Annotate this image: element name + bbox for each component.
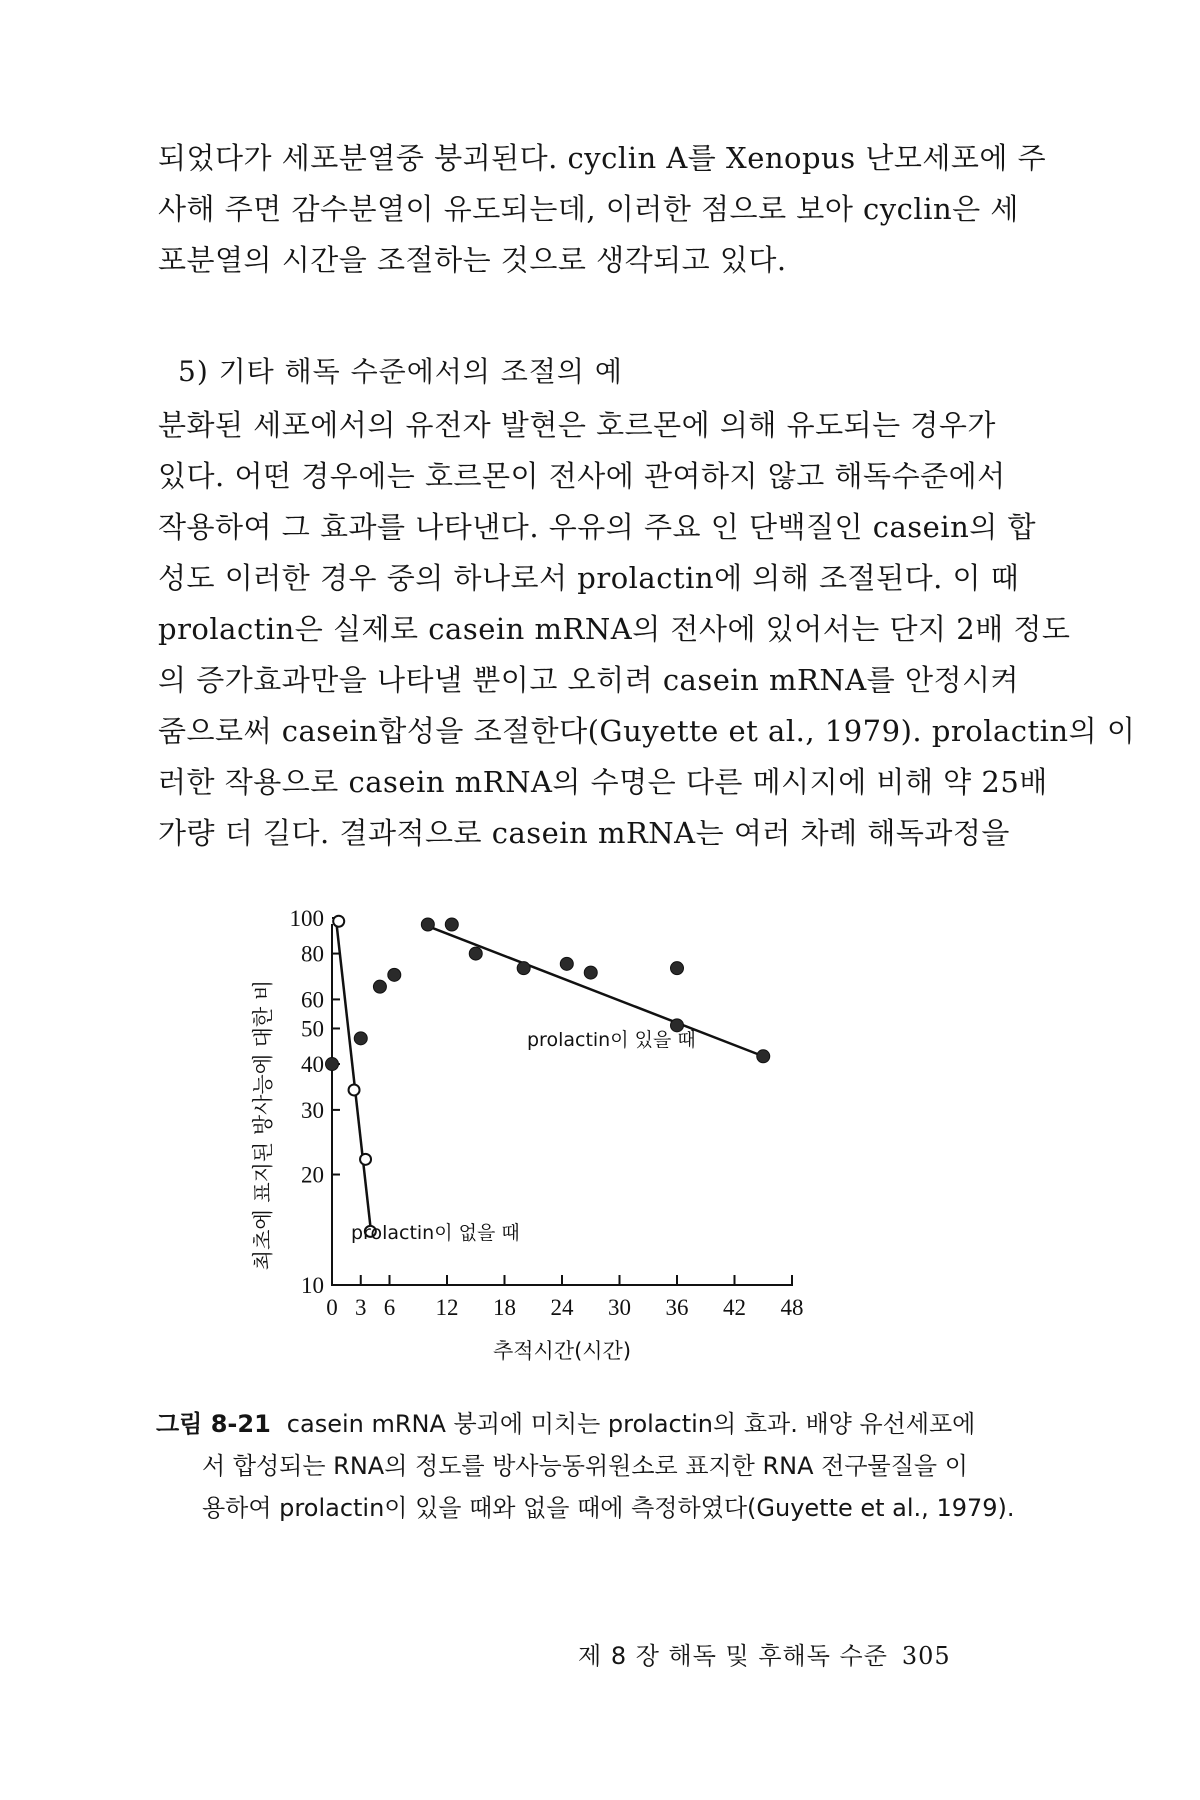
text-line: 분화된 세포에서의 유전자 발현은 호르몬에 의해 유도되는 경우가 (158, 408, 996, 442)
x-tick-label: 48 (780, 1295, 804, 1320)
point-with-prolactin (326, 1058, 339, 1071)
x-tick-label: 18 (493, 1295, 516, 1320)
text-line: 포분열의 시간을 조절하는 것으로 생각되고 있다. (158, 243, 787, 277)
text-line: 작용하여 그 효과를 나타낸다. 우유의 주요 인 단백질인 casein의 합 (158, 510, 1037, 544)
page-footer (578, 1636, 951, 1671)
x-tick-label: 0 (326, 1295, 338, 1320)
point-with-prolactin (445, 918, 458, 931)
point-with-prolactin (469, 947, 482, 960)
page-number: 305 (901, 1642, 951, 1670)
point-without-prolactin (333, 916, 344, 927)
y-tick-label: 10 (301, 1273, 324, 1298)
trendlines (337, 926, 763, 1226)
trendline-without-prolactin (337, 926, 371, 1226)
x-tick-label: 30 (608, 1295, 631, 1320)
x-tick-label: 6 (383, 1295, 396, 1320)
annotation-without-prolactin: prolactin이 없을 때 (351, 1222, 520, 1244)
x-tick-label: 3 (355, 1295, 367, 1320)
y-tick-label: 20 (301, 1162, 324, 1188)
caption-line: 용하여 prolactin이 있을 때와 없을 때에 측정하였다(Guyette et al., 1979). (202, 1494, 1015, 1522)
text-line: 성도 이러한 경우 중의 하나로서 prolactin에 의해 조절된다. 이 때 (158, 561, 1020, 595)
x-axis-ticks (326, 1275, 803, 1320)
point-with-prolactin (671, 962, 684, 975)
text-line: 러한 작용으로 casein mRNA의 수명은 다른 메시지에 비해 약 25배 (158, 765, 1048, 799)
figure-chart (240, 900, 920, 1390)
x-axis-title: 추적시간(시간) (492, 1339, 632, 1363)
data-points (326, 916, 770, 1237)
y-tick-label: 100 (289, 906, 324, 931)
caption-line: 서 합성되는 RNA의 정도를 방사능동위원소로 표지한 RNA 전구물질을 이 (202, 1452, 968, 1480)
text-line: 되었다가 세포분열중 붕괴된다. cyclin A를 Xenopus 난모세포에 주 (158, 141, 1047, 175)
point-with-prolactin (584, 966, 597, 979)
x-tick-label: 12 (435, 1295, 459, 1320)
y-axis-title: 최초에 표지된 방사능에 대한 비 (251, 979, 275, 1271)
caption-text: casein mRNA 붕괴에 미치는 prolactin의 효과. 배양 유선세포에 (286, 1410, 976, 1438)
point-with-prolactin (421, 918, 434, 931)
point-with-prolactin (560, 957, 573, 970)
text-line: 있다. 어떤 경우에는 호르몬이 전사에 관여하지 않고 해독수준에서 (158, 459, 1006, 493)
body-paragraph-1 (158, 133, 1047, 286)
y-tick-label: 60 (301, 987, 324, 1013)
point-without-prolactin (349, 1084, 360, 1095)
y-tick-label: 80 (301, 941, 324, 967)
x-tick-label: 36 (665, 1295, 689, 1320)
y-tick-label: 50 (301, 1016, 324, 1042)
y-tick-label: 30 (301, 1097, 324, 1123)
text-line: 사해 주면 감수분열이 유도되는데, 이러한 점으로 보아 cyclin은 세 (158, 192, 1019, 226)
point-with-prolactin (757, 1050, 770, 1063)
annotation-with-prolactin: prolactin이 있을 때 (527, 1029, 696, 1051)
y-tick-label: 40 (301, 1052, 324, 1078)
point-with-prolactin (373, 980, 386, 993)
x-tick-label: 42 (723, 1295, 746, 1320)
chapter-title: 제 8 장 해독 및 후해독 수준 (578, 1642, 888, 1670)
caption-line (156, 1403, 1016, 1445)
point-without-prolactin (360, 1154, 371, 1165)
x-tick-label: 24 (550, 1295, 574, 1320)
text-line: 줌으로써 casein합성을 조절한다(Guyette et al., 1979). prolactin의 이 (158, 714, 1136, 748)
section-heading: 5) 기타 해독 수준에서의 조절의 예 (178, 355, 623, 388)
point-with-prolactin (388, 968, 401, 981)
point-with-prolactin (354, 1032, 367, 1045)
point-with-prolactin (517, 962, 530, 975)
body-paragraph-2 (158, 400, 1136, 859)
figure-caption (156, 1403, 1016, 1529)
text-line: 가량 더 길다. 결과적으로 casein mRNA는 여러 차례 해독과정을 (158, 816, 1010, 850)
text-line: 의 증가효과만을 나타낼 뿐이고 오히려 casein mRNA를 안정시켜 (158, 663, 1020, 697)
text-line: prolactin은 실제로 casein mRNA의 전사에 있어서는 단지 2배 정도 (158, 612, 1071, 646)
caption-label: 그림 8-21 (156, 1410, 271, 1438)
